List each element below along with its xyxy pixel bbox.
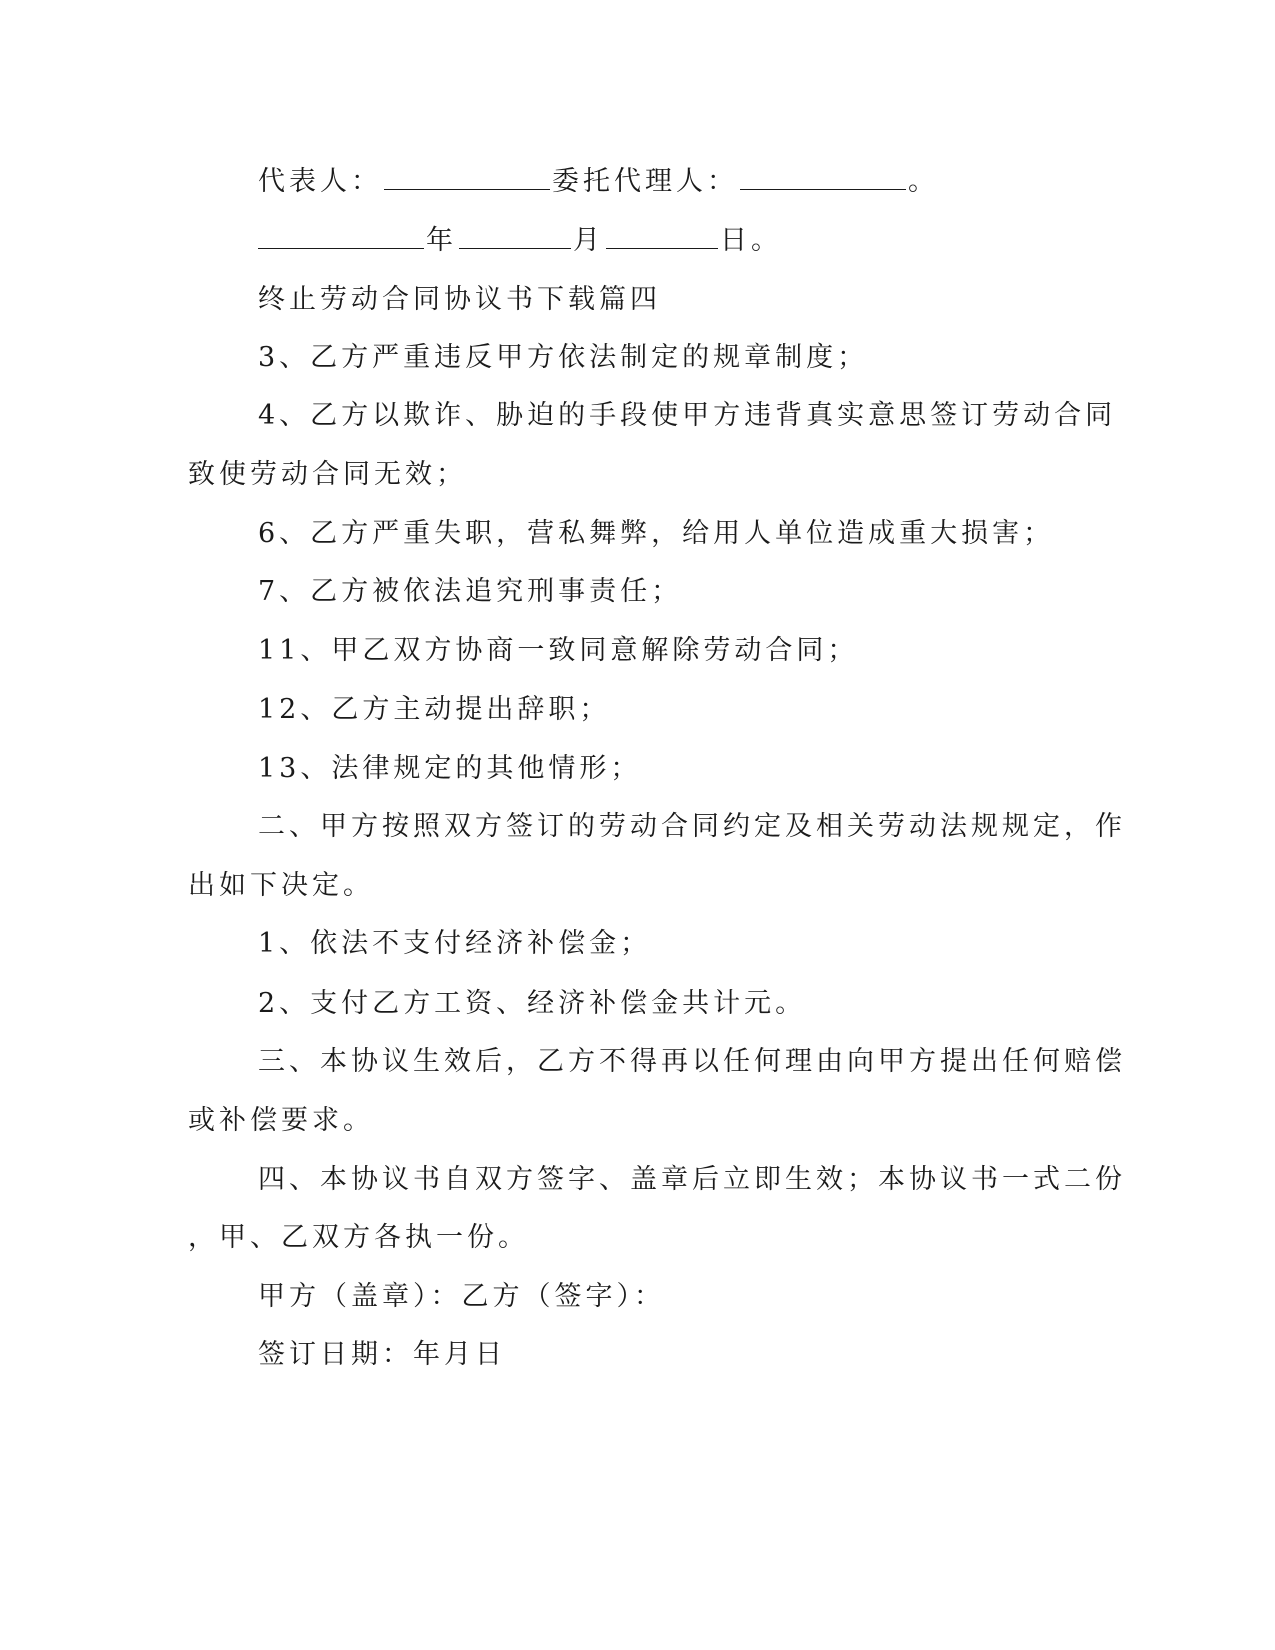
clause-13: 13、法律规定的其他情形；: [258, 753, 642, 784]
clause-7: 7、乙方被依法追究刑事责任；: [258, 576, 683, 607]
agent-label: 委托代理人：: [552, 166, 738, 197]
day-blank: [606, 222, 718, 249]
decision-2: 2、支付乙方工资、经济补偿金共计元。: [258, 988, 807, 1019]
month-blank: [459, 222, 571, 249]
signature-line: 甲方（盖章）：乙方（签字）：: [258, 1281, 665, 1312]
clause-6: 6、乙方严重失职，营私舞弊，给用人单位造成重大损害；: [258, 518, 1055, 549]
agent-blank: [740, 163, 906, 190]
decision-1: 1、依法不支付经济补偿金；: [258, 928, 652, 959]
clause-12: 12、乙方主动提出辞职；: [258, 694, 611, 725]
year-label: 年: [426, 225, 457, 256]
month-label: 月: [573, 225, 604, 256]
date-line: [258, 221, 782, 261]
paragraph-2: 二、甲方按照双方签订的劳动合同约定及相关劳动法规规定，作: [258, 811, 1126, 842]
day-label: 日。: [720, 225, 782, 256]
section-heading: 终止劳动合同协议书下载篇四: [258, 284, 661, 315]
representative-blank: [384, 163, 550, 190]
paragraph-4-cont: ，甲、乙双方各执一份。: [188, 1222, 529, 1253]
clause-4: 4、乙方以欺诈、胁迫的手段使甲方违背真实意思签订劳动合同: [258, 400, 1117, 431]
clause-11: 11、甲乙双方协商一致同意解除劳动合同；: [258, 635, 859, 666]
representative-label: 代表人：: [258, 166, 382, 197]
representative-line-end: 。: [908, 166, 939, 197]
paragraph-4: 四、本协议书自双方签字、盖章后立即生效；本协议书一式二份: [258, 1164, 1126, 1195]
signing-date: 签订日期：年月日: [258, 1339, 506, 1370]
paragraph-2-cont: 出如下决定。: [188, 870, 374, 901]
year-blank: [258, 222, 424, 249]
paragraph-3: 三、本协议生效后，乙方不得再以任何理由向甲方提出任何赔偿: [258, 1046, 1126, 1077]
paragraph-3-cont: 或补偿要求。: [188, 1105, 374, 1136]
clause-4-cont: 致使劳动合同无效；: [188, 459, 467, 490]
representative-line: [258, 162, 939, 202]
clause-3: 3、乙方严重违反甲方依法制定的规章制度；: [258, 342, 869, 373]
